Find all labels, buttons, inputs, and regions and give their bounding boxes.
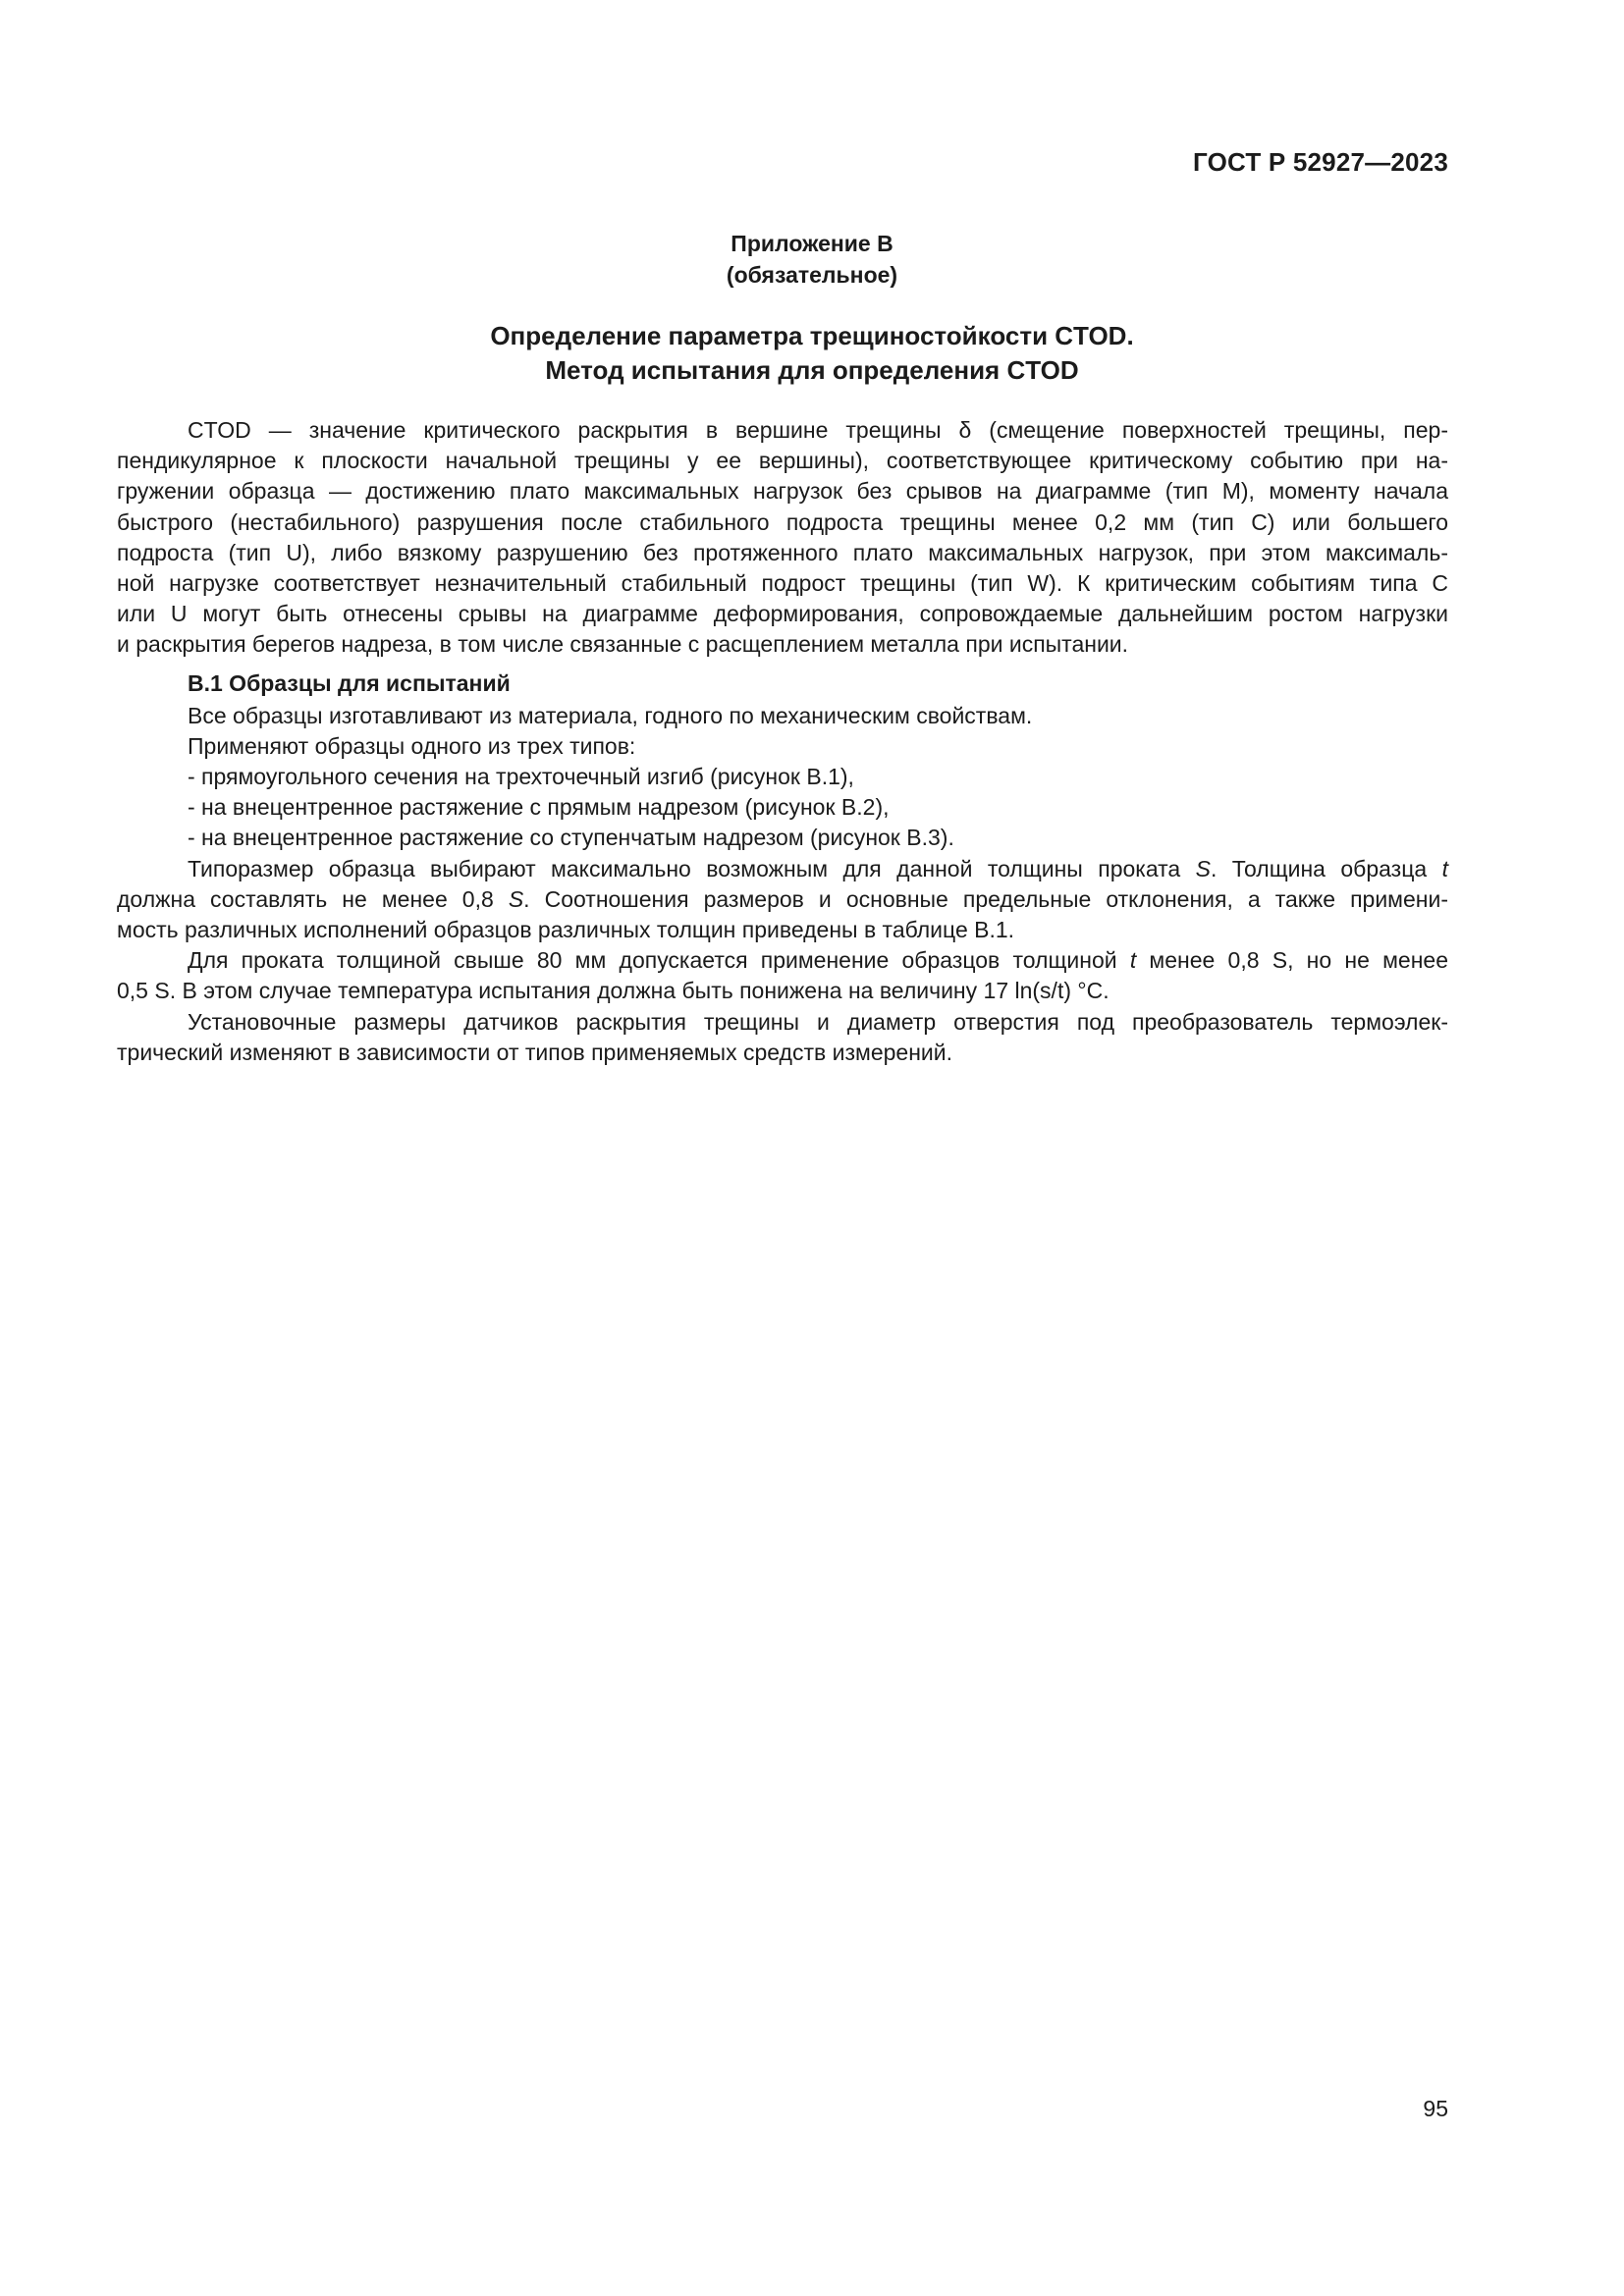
list-item: - на внецентренное растяжение с прямым надрезом (рисунок В.2), <box>188 794 890 821</box>
page-number: 95 <box>1423 2096 1448 2121</box>
title-line-1: Определение параметра трещиностойкости CTOD. <box>490 321 1134 350</box>
text-line: пендикулярное к плоскости начальной трещины у ее вершины), соответствующее критическому событию при на- <box>117 448 1448 474</box>
paragraph-sensors <box>117 1007 1448 1068</box>
text-line: и раскрытия берегов надреза, в том числе связанные с расщеплением металла при испытании. <box>117 631 1129 658</box>
list-item: - на внецентренное растяжение со ступенчатым надрезом (рисунок В.3). <box>188 825 954 851</box>
list-item: - прямоугольного сечения на трехточечный изгиб (рисунок В.1), <box>188 764 854 790</box>
annex-status: (обязательное) <box>726 262 898 288</box>
text-run: Для проката толщиной свыше 80 мм допускается применение образцов толщиной <box>188 947 1130 974</box>
symbol-t: t <box>1129 947 1137 974</box>
page-title <box>0 319 1624 388</box>
paragraph: Применяют образцы одного из трех типов: <box>188 732 636 759</box>
text-line: подроста (тип U), либо вязкому разрушению без протяженного плато максимальных нагрузок, при этом максималь- <box>117 539 1448 565</box>
text-line: ной нагрузке соответствует незначительный стабильный подрост трещины (тип W). К критическим событиям типа С <box>117 569 1448 596</box>
text-run: менее 0,8 S, но не менее <box>1136 947 1448 974</box>
symbol-s: S <box>508 885 524 912</box>
text-line: или U могут быть отнесены срывы на диаграмме деформирования, сопровождаемые дальнейшим ростом нагрузки <box>117 601 1448 627</box>
text-line <box>117 945 1448 976</box>
annex-heading <box>0 228 1624 291</box>
text-line: быстрого (нестабильного) разрушения после стабильного подроста трещины менее 0,2 мм (тип С) или большего <box>117 508 1448 535</box>
text-run: Типоразмер образца выбирают максимально возможным для данной толщины проката <box>188 855 1196 881</box>
text-line: мость различных исполнений образцов различных толщин приведены в таблице В.1. <box>117 917 1015 942</box>
title-line-2: Метод испытания для определения CTOD <box>545 355 1079 385</box>
document-header: ГОСТ Р 52927—2023 <box>1193 147 1448 177</box>
text-line: Установочные размеры датчиков раскрытия трещины и диаметр отверстия под преобразователь термоэлек- <box>188 1008 1448 1035</box>
text-run: должна составлять не менее 0,8 <box>117 885 509 912</box>
section-heading: В.1 Образцы для испытаний <box>188 669 511 696</box>
text-line: трический изменяют в зависимости от типов применяемых средств измерений. <box>117 1039 952 1065</box>
specimen-type-list <box>117 762 1448 854</box>
symbol-t: t <box>1441 855 1448 881</box>
text-line <box>117 854 1448 884</box>
text-run: . Соотношения размеров и основные предельные отклонения, а также примени- <box>523 885 1448 912</box>
text-line <box>117 884 1448 915</box>
intro-paragraph <box>117 415 1448 661</box>
annex-title: Приложение В <box>731 231 893 256</box>
paragraph-specimen-size <box>117 854 1448 946</box>
text-run: . Толщина образца <box>1210 855 1442 881</box>
text-line: CTOD — значение критического раскрытия в вершине трещины δ (смещение поверхностей трещины, пер- <box>188 417 1448 443</box>
document-body <box>117 415 1448 1068</box>
symbol-s: S <box>1195 855 1211 881</box>
paragraph-thickness <box>117 945 1448 1006</box>
paragraph: Все образцы изготавливают из материала, годного по механическим свойствам. <box>188 702 1033 728</box>
text-line: 0,5 S. В этом случае температура испытания должна быть понижена на величину 17 ln(s/t) °С. <box>117 978 1110 1004</box>
text-line: гружении образца — достижению плато максимальных нагрузок без срывов на диаграмме (тип М), моменту начала <box>117 478 1448 505</box>
